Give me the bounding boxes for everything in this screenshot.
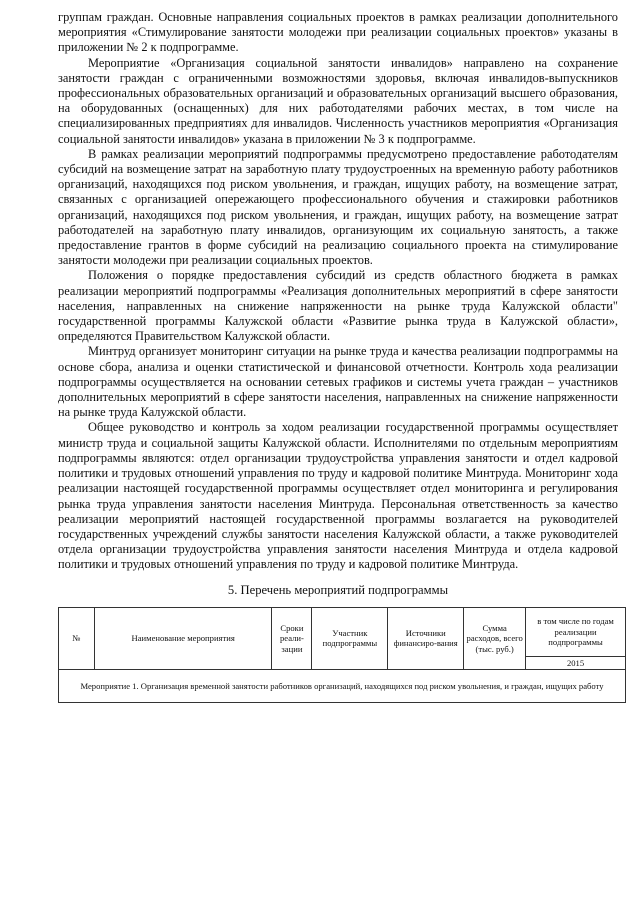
header-by-year: в том числе по годам реализации подпрограммы xyxy=(526,607,626,656)
header-terms: Сроки реали-зации xyxy=(272,607,312,669)
table-row-measure-1: Мероприятие 1. Организация временной занятости работников организаций, находящихся под риском увольнения, и граждан, ищущих работу xyxy=(59,670,626,703)
paragraph-5: Минтруд организует мониторинг ситуации на рынке труда и качества реализации подпрограммы на основе сбора, анализа и оценки статистической и финансовой отчетности. Контроль хода реализации подпрограммы осуществляется на основании сетевых графиков и системы учета граждан – участников дополнительных мероприятий в сфере занятости населения, направленных на снижение напряженности на рынке труда Калужской области. xyxy=(58,344,618,420)
header-year-2015: 2015 xyxy=(526,656,626,669)
header-name: Наименование мероприятия xyxy=(94,607,272,669)
header-num: № xyxy=(59,607,95,669)
paragraph-3: В рамках реализации мероприятий подпрограммы предусмотрено предоставление работодателям субсидий на возмещение затрат на заработную плату трудоустроенных на временную работу работников организаций, находящихся под риском увольнения, и граждан, ищущих работу, на возмещение затрат, связанных с организацией опережающего профессионального обучения и стажировки работников организаций, находящихся под риском увольнения, и граждан, ищущих работу, на возмещение затрат работодателей на заработную плату инвалидов, организующим их социальную занятость, а также предоставление грантов в форме субсидий на реализацию социального проекта на стимулирование занятости молодежи при реализации социальных проектов. xyxy=(58,146,618,268)
paragraph-4: Положения о порядке предоставления субсидий из средств областного бюджета в рамках реализации мероприятий подпрограммы «Реализация дополнительных мероприятий в сфере занятости населения, направленных на снижение напряженности на рынке труда Калужской области" государственной программы Калужской области «Развитие рынка труда в Калужской области», определяются Правительством Калужской области. xyxy=(58,268,618,344)
section-title: 5. Перечень мероприятий подпрограммы xyxy=(227,582,449,597)
table-row xyxy=(59,670,626,703)
header-sources: Источники финансиро-вания xyxy=(388,607,464,669)
header-participant: Участник подпрограммы xyxy=(312,607,388,669)
header-sum: Сумма расходов, всего (тыс. руб.) xyxy=(464,607,526,669)
paragraph-1: группам граждан. Основные направления социальных проектов в рамках реализации дополнительного мероприятия «Стимулирование занятости молодежи при реализации социальных проектов» указаны в приложении № 2 к подпрограмме. xyxy=(58,10,618,55)
paragraph-2: Мероприятие «Организация социальной занятости инвалидов» направлено на сохранение занятости граждан с ограниченными возможностями здоровья, включая инвалидов-выпускников профессиональных образовательных организаций и образовательных организаций высшего образования, на оборудованных (оснащенных) для них работодателями рабочих местах, в том числе на специализированных предприятиях для инвалидов. Численность участников мероприятия «Организация социальной занятости инвалидов» указана в приложении № 3 к подпрограмме. xyxy=(58,55,618,146)
table-header-row xyxy=(59,607,626,656)
paragraph-6: Общее руководство и контроль за ходом реализации государственной программы осуществляет министр труда и социальной защиты Калужской области. Исполнителями по отдельным мероприятиям подпрограммы являются: отдел организации трудоустройства управления занятости и отдел кадровой политики и трудовых отношений управления по труду и кадровой политике Минтруда. Мониторинг хода реализации настоящей государственной программы осуществляет отдел мониторинга и регулирования рынка труда управления занятости населения Минтруда. Персональная ответственность за качество реализации мероприятий настоящей государственной программы возлагается на руководителей государственных учреждений службы занятости населения Калужской области, а также руководителей отдела организации трудоустройства управления занятости населения Минтруда и отдела кадровой политики и трудовых отношений управления по труду и кадровой политике Минтруда. xyxy=(58,420,618,572)
measures-table xyxy=(58,607,626,703)
